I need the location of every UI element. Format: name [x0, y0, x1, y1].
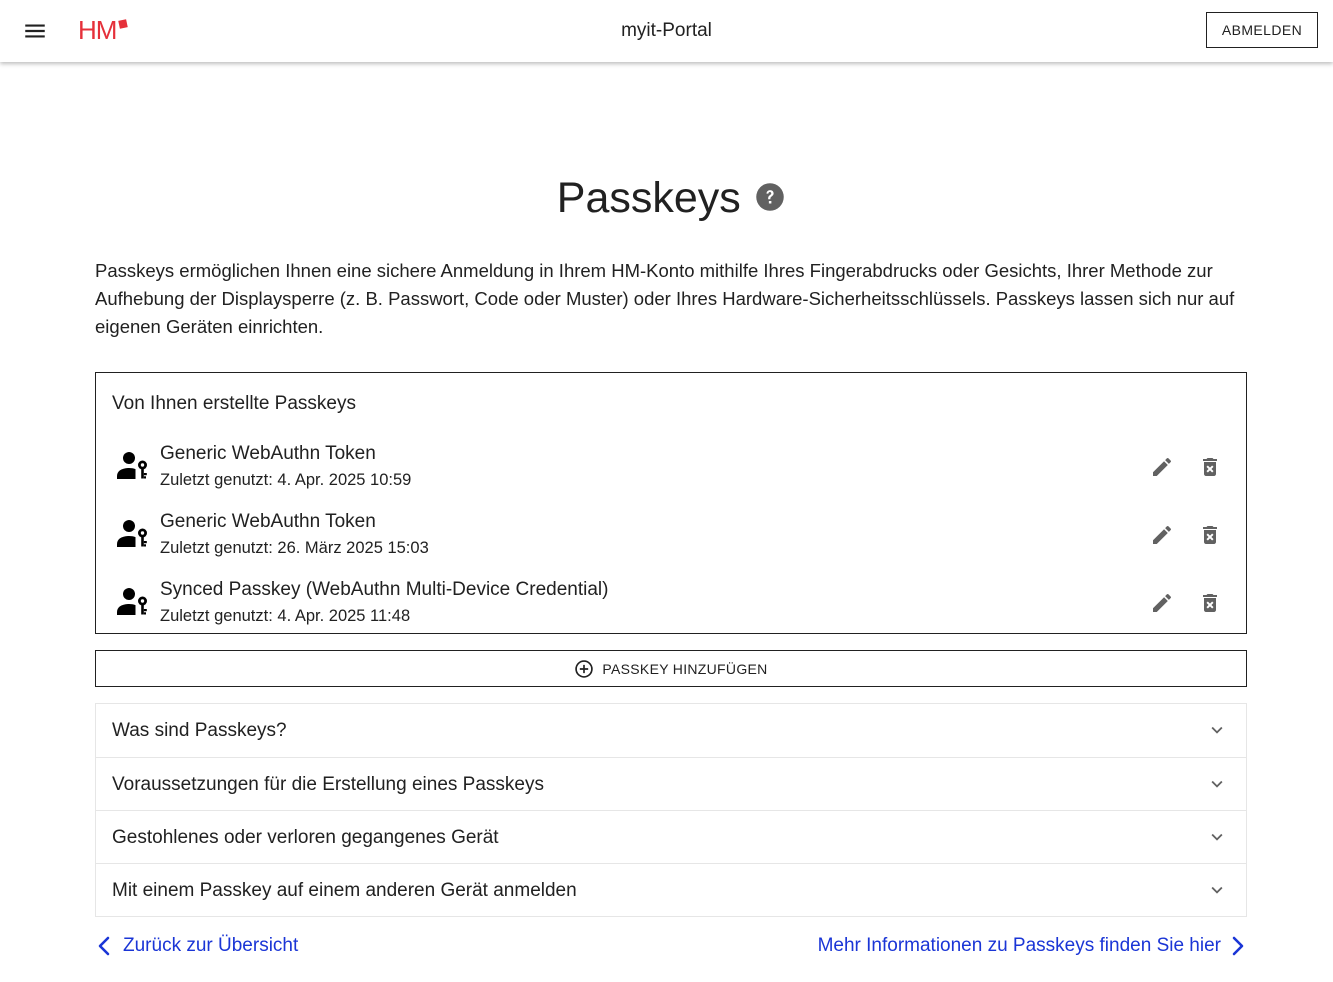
- chevron-down-icon: [1206, 879, 1228, 901]
- user-key-icon: [116, 517, 150, 551]
- more-info-link[interactable]: [818, 932, 1247, 960]
- title-row: [95, 174, 1247, 223]
- delete-trash-icon[interactable]: [1198, 591, 1222, 615]
- chevron-left-icon: [95, 935, 113, 957]
- faq-item-label: Voraussetzungen für die Erstellung eines Passkeys: [112, 774, 544, 795]
- intro-text: Passkeys ermöglichen Ihnen eine sichere Anmeldung in Ihrem HM-Konto mithilfe Ihres Fingerabdrucks oder Gesichts, Ihrer Methode zur Aufhebung der Displaysperre (z. B. Passwort, Code oder Muster) oder Ihres Hardware-Sicherheitsschlüssels. Passkeys lassen sich nur auf eigenen Geräten einrichten.: [95, 260, 1235, 337]
- faq-item-label: Was sind Passkeys?: [112, 720, 287, 741]
- passkey-last-used: Zuletzt genutzt: 4. Apr. 2025 11:48: [160, 607, 411, 625]
- add-circle-icon: [574, 659, 594, 679]
- edit-pencil-icon[interactable]: [1150, 523, 1174, 547]
- faq-item-label: Gestohlenes oder verloren gegangenes Gerät: [112, 827, 499, 848]
- delete-trash-icon[interactable]: [1198, 523, 1222, 547]
- passkey-last-used: Zuletzt genutzt: 4. Apr. 2025 10:59: [160, 471, 412, 489]
- passkey-last-used: Zuletzt genutzt: 26. März 2025 15:03: [160, 539, 429, 557]
- passkey-item: [96, 575, 1246, 635]
- faq-item[interactable]: [96, 757, 1246, 810]
- back-link-label: Zurück zur Übersicht: [123, 935, 299, 956]
- chevron-down-icon: [1206, 719, 1228, 741]
- passkey-item: [96, 439, 1246, 499]
- page-title: Passkeys: [556, 174, 741, 222]
- faq-item[interactable]: [96, 863, 1246, 916]
- hm-logo[interactable]: [78, 14, 127, 46]
- passkey-name: Generic WebAuthn Token: [160, 443, 376, 464]
- passkey-name: Generic WebAuthn Token: [160, 511, 376, 532]
- portal-title: myit-Portal: [621, 20, 712, 41]
- passkey-list-card: [95, 372, 1247, 634]
- hamburger-menu-icon[interactable]: [22, 18, 48, 44]
- app-header: [0, 0, 1333, 62]
- faq-item[interactable]: [96, 810, 1246, 863]
- back-to-overview-link[interactable]: [95, 932, 298, 960]
- faq-accordion: [95, 703, 1247, 917]
- faq-item-label: Mit einem Passkey auf einem anderen Gerät anmelden: [112, 880, 577, 901]
- passkey-name: Synced Passkey (WebAuthn Multi-Device Credential): [160, 579, 609, 600]
- add-passkey-label: PASSKEY HINZUFÜGEN: [602, 660, 768, 677]
- faq-item[interactable]: [96, 704, 1246, 757]
- chevron-down-icon: [1206, 826, 1228, 848]
- user-key-icon: [116, 585, 150, 619]
- chevron-right-icon: [1229, 935, 1247, 957]
- logout-button[interactable]: ABMELDEN: [1206, 12, 1318, 48]
- edit-pencil-icon[interactable]: [1150, 591, 1174, 615]
- logo-mark: [119, 19, 128, 28]
- logo-text: HM: [78, 15, 117, 45]
- help-circle-icon[interactable]: [755, 182, 785, 212]
- add-passkey-button[interactable]: [95, 650, 1247, 687]
- passkey-list-title: Von Ihnen erstellte Passkeys: [112, 393, 356, 414]
- edit-pencil-icon[interactable]: [1150, 455, 1174, 479]
- more-info-link-label: Mehr Informationen zu Passkeys finden Sie hier: [817, 935, 1221, 956]
- delete-trash-icon[interactable]: [1198, 455, 1222, 479]
- passkey-item: [96, 507, 1246, 567]
- user-key-icon: [116, 449, 150, 483]
- chevron-down-icon: [1206, 773, 1228, 795]
